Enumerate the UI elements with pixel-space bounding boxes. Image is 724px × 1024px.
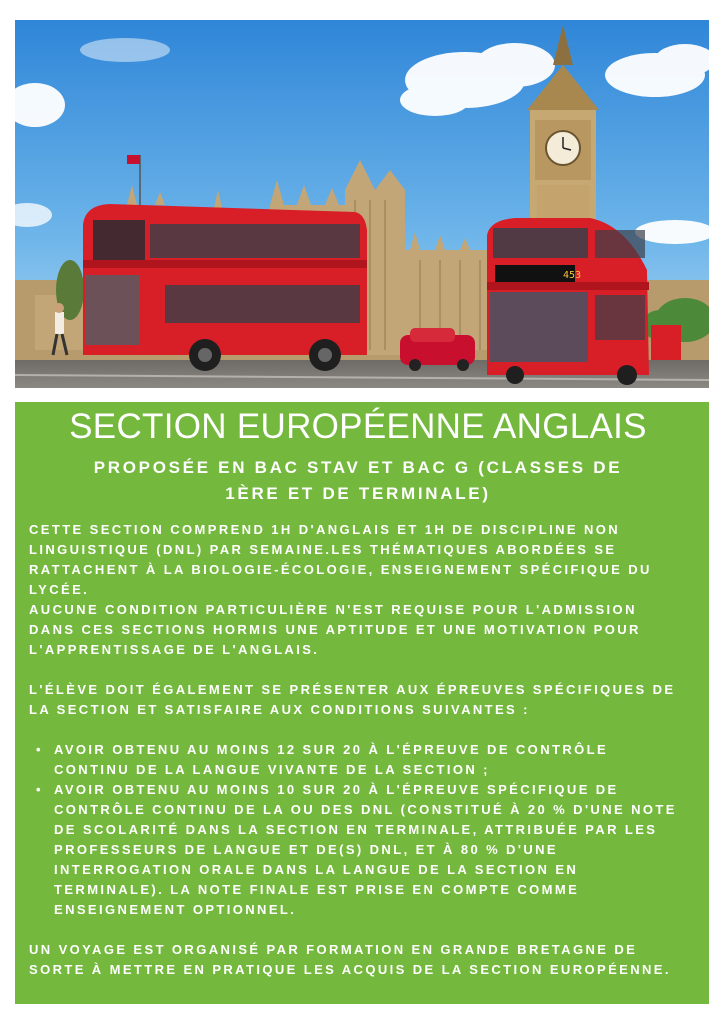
- paragraph-trip: UN VOYAGE EST ORGANISÉ PAR FORMATION EN GRANDE BRETAGNE DE SORTE À METTRE EN PRATIQUE LES ACQUIS DE LA SECTION EUROPÉENNE.: [29, 942, 671, 977]
- paragraph-admission: AUCUNE CONDITION PARTICULIÈRE N'EST REQUISE POUR L'ADMISSION DANS CES SECTIONS HORMIS UNE APTITUDE ET UNE MOTIVATION POUR L'APPRENTISSAGE DE L'ANGLAIS.: [29, 602, 641, 657]
- section-subtitle: PROPOSÉE EN BAC STAV ET BAC G (CLASSES DE 1ÈRE ET DE TERMINALE): [93, 458, 623, 503]
- section-panel: [15, 402, 709, 1004]
- list-item-text: AVOIR OBTENU AU MOINS 12 SUR 20 À L'ÉPREUVE DE CONTRÔLE CONTINU DE LA LANGUE VIVANTE DE LA SECTION ;: [54, 742, 609, 777]
- left-double-decker-bus: [83, 204, 367, 371]
- bullet-marker: •: [36, 782, 43, 797]
- section-title: SECTION EUROPÉENNE ANGLAIS: [69, 407, 647, 446]
- paragraph-conditions-intro: L'ÉLÈVE DOIT ÉGALEMENT SE PRÉSENTER AUX ÉPREUVES SPÉCIFIQUES DE LA SECTION ET SATISFAIRE AUX CONDITIONS SUIVANTES :: [29, 682, 676, 717]
- bus-route-number: 453: [563, 270, 582, 281]
- list-item-text: AVOIR OBTENU AU MOINS 10 SUR 20 À L'ÉPREUVE SPÉCIFIQUE DE CONTRÔLE CONTINU DE LA OU DES DNL (CONSTITUÉ À 20 % D'UNE NOTE DE SCOLARITÉ DANS LA SECTION EN TERMINALE, ATTRIBUÉE PAR LES PROFESSEURS DE LANGUE ET DE(S) DNL, ET À 80 % D'UNE INTERROGATION ORALE DANS LA LANGUE DE LA SECTION EN TERMINALE). LA NOTE FINALE EST PRISE EN COMPTE COMME ENSEIGNEMENT OPTIONNEL.: [54, 782, 677, 917]
- section-body: [29, 520, 687, 980]
- right-double-decker-bus: [487, 218, 649, 385]
- list-item: [36, 780, 687, 920]
- paragraph-description: CETTE SECTION COMPREND 1H D'ANGLAIS ET 1H DE DISCIPLINE NON LINGUISTIQUE (DNL) PAR SEMAINE.LES THÉMATIQUES ABORDÉES SE RATTACHENT À LA BIOLOGIE-ÉCOLOGIE, ENSEIGNEMENT SPÉCIFIQUE DU LYCÉE.: [29, 522, 652, 597]
- union-flag: [127, 155, 140, 164]
- list-item: [36, 740, 687, 780]
- london-photo: [15, 20, 709, 388]
- london-scene-illustration: [15, 20, 709, 388]
- conditions-list: [29, 740, 687, 920]
- distant-bus: [651, 325, 681, 360]
- bullet-marker: •: [36, 742, 43, 757]
